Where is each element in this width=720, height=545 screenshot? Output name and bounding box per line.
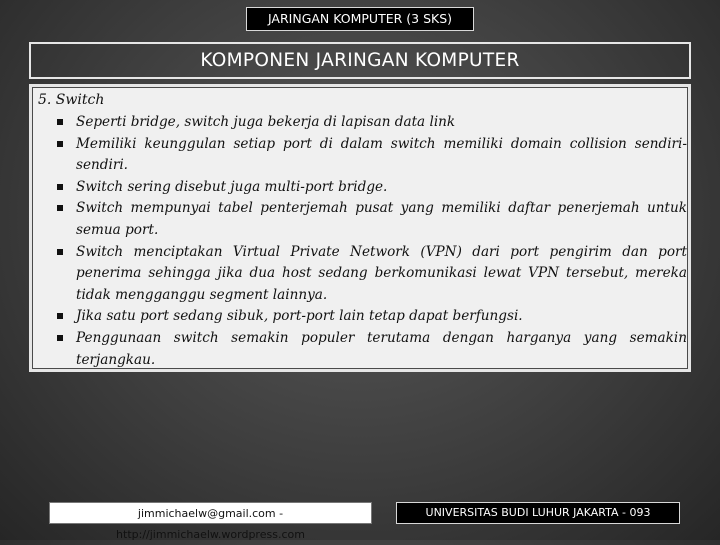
bullet-item [57,198,687,241]
bullet-text: Memiliki keunggulan setiap port di dalam switch memiliki domain collision sendiri-sendiri. [76,135,687,174]
course-title: JARINGAN KOMPUTER (3 SKS) [246,7,474,31]
square-bullet-icon [57,205,63,211]
square-bullet-icon [57,335,63,341]
footer-contact: jimmichaelw@gmail.com - http://jimmichaelw.wordpress.com [49,502,372,524]
bullet-text: Seperti bridge, switch juga bekerja di lapisan data link [76,114,456,130]
square-bullet-icon [57,119,63,125]
bullet-item [57,134,687,177]
square-bullet-icon [57,184,63,190]
bullet-text: Penggunaan switch semakin populer terutama dengan harganya yang semakin terjangkau. [76,329,687,368]
square-bullet-icon [57,141,63,147]
content-box [29,84,691,372]
bullet-text: Switch mempunyai tabel penterjemah pusat yang memiliki daftar penerjemah untuk semua port. [76,200,687,238]
bullet-list [57,112,687,371]
bullet-item [57,328,687,371]
bullet-text: Jika satu port sedang sibuk, port-port lain tetap dapat berfungsi. [76,308,523,325]
section-heading: 5. Switch [38,92,105,108]
square-bullet-icon [57,313,63,319]
bullet-item [57,177,687,199]
footer-institution: UNIVERSITAS BUDI LUHUR JAKARTA - 093 [396,502,680,524]
square-bullet-icon [57,249,63,255]
bullet-item [57,112,687,134]
bullet-text: Switch sering disebut juga multi-port bridge. [76,178,388,195]
content-panel [32,87,688,369]
bullet-item [57,242,687,307]
bullet-text: Switch menciptakan Virtual Private Network (VPN) dari port pengirim dan port penerima sehingga jika dua host sedang berkomunikasi lewat VPN tersebut, mereka tidak mengganggu segment lainnya. [76,243,687,303]
bullet-item [57,306,687,328]
slide-title: KOMPONEN JARINGAN KOMPUTER [29,42,691,79]
